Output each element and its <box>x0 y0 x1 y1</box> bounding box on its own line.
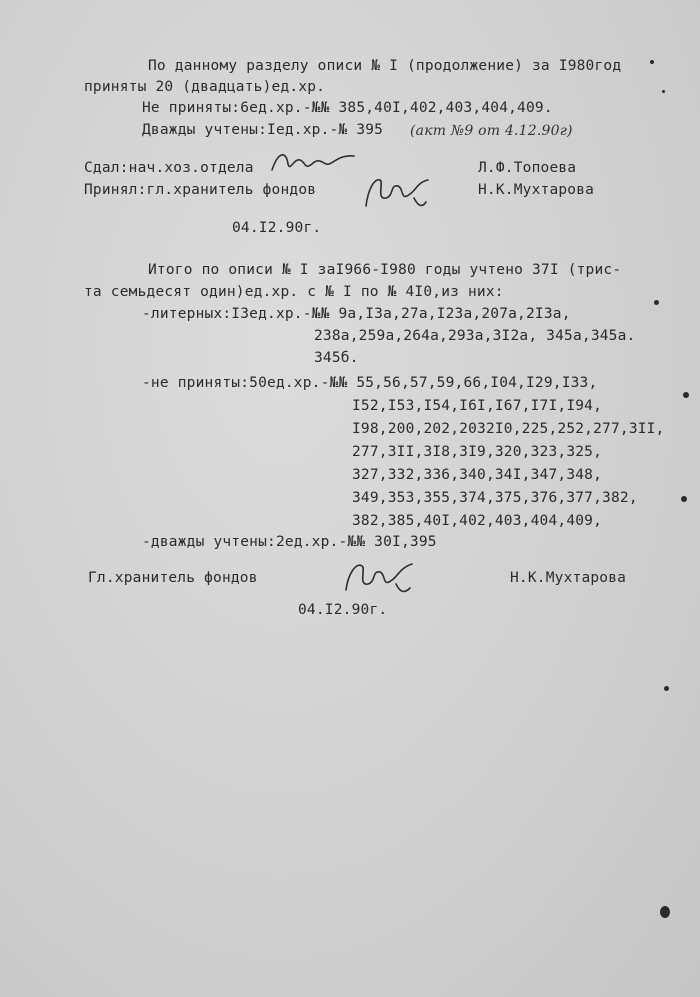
twice-counted-line: -дважды учтены:2ед.хр.-№№ 30I,395 <box>142 534 437 550</box>
not-accepted-line5: 327,332,336,340,34I,347,348, <box>352 467 603 483</box>
signature-gave <box>268 144 358 180</box>
took-name: Н.К.Мухтарова <box>478 182 595 198</box>
not-accepted-line1: -не приняты:50ед.хр.-№№ 55,56,57,59,66,I04,I29,I33, <box>142 375 598 391</box>
edge-speck <box>662 90 665 93</box>
edge-speck <box>681 496 687 502</box>
edge-speck <box>650 60 654 64</box>
not-accepted-line6: 349,353,355,374,375,376,377,382, <box>352 490 638 506</box>
gave-label: Сдал:нач.хоз.отдела <box>84 160 254 176</box>
edge-speck <box>683 392 689 398</box>
handwritten-act-note: (акт №9 от 4.12.90г) <box>410 123 573 139</box>
took-label: Принял:гл.хранитель фондов <box>84 182 317 198</box>
p2-line2: та семьдесят один)ед.хр. с № I по № 4I0,из них: <box>84 284 504 300</box>
closing-role: Гл.хранитель фондов <box>88 570 258 586</box>
closing-name: Н.К.Мухтарова <box>510 570 627 586</box>
transfer-date: 04.I2.90г. <box>232 220 322 236</box>
p1-line4: Дважды учтены:Iед.хр.-№ 395 <box>142 122 384 138</box>
edge-speck <box>654 300 659 305</box>
literal-line1: -литерных:I3ед.хр.-№№ 9а,I3а,27а,I23а,207а,2I3а, <box>142 306 571 322</box>
edge-speck <box>660 906 670 918</box>
signature-took <box>356 172 436 212</box>
p1-line3: Не приняты:6ед.хр.-№№ 385,40I,402,403,404,409. <box>142 100 553 116</box>
edge-speck <box>664 686 669 691</box>
not-accepted-line3: I98,200,202,2032I0,225,252,277,3II, <box>352 421 665 437</box>
closing-date: 04.I2.90г. <box>298 602 388 618</box>
signature-closing <box>336 558 422 598</box>
p1-line2: приняты 20 (двадцать)ед.хр. <box>84 79 326 95</box>
literal-line3: 345б. <box>314 350 359 366</box>
literal-line2: 238а,259а,264а,293а,3I2а, 345а,345а. <box>314 328 636 344</box>
gave-name: Л.Ф.Топоева <box>478 160 577 176</box>
p2-line1: Итого по описи № I заI966-I980 годы учтено 37I (трис- <box>148 262 622 278</box>
not-accepted-line7: 382,385,40I,402,403,404,409, <box>352 513 603 529</box>
not-accepted-line4: 277,3II,3I8,3I9,320,323,325, <box>352 444 603 460</box>
not-accepted-line2: I52,I53,I54,I6I,I67,I7I,I94, <box>352 398 603 414</box>
p1-line1: По данному разделу описи № I (продолжение) за I980год <box>148 58 622 74</box>
